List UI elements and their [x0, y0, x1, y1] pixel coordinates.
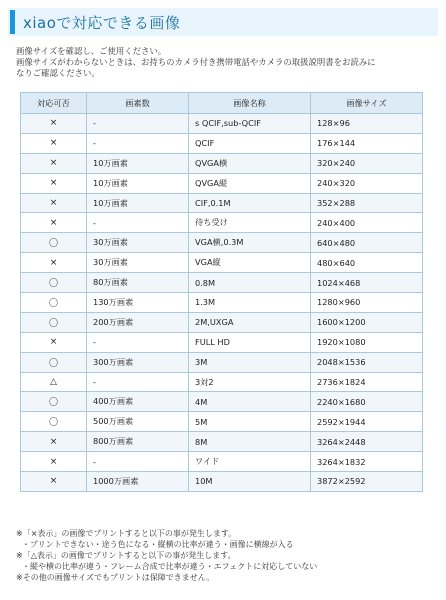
table-row	[21, 273, 423, 293]
image-name-cell: s QCIF,sub-QCIF	[189, 114, 311, 134]
column-header-pixels: 画素数	[87, 93, 189, 114]
pixel-count-cell: -	[87, 133, 189, 153]
support-cell: ×	[21, 153, 87, 173]
intro-text	[16, 46, 436, 80]
image-size-cell: 1920×1080	[311, 332, 423, 352]
note-line: ・プリントできない・途う色になる・縦横の比率が違う・画像に横線が入る	[22, 540, 294, 549]
image-size-cell: 320×240	[311, 153, 423, 173]
pixel-count-cell: -	[87, 452, 189, 472]
pixel-count-cell: -	[87, 213, 189, 233]
page-title: xiaoで対応できる画像	[23, 13, 181, 32]
image-name-cell: 待ち受け	[189, 213, 311, 233]
pixel-count-cell: 1000万画素	[87, 472, 189, 492]
support-cell: △	[21, 372, 87, 392]
image-name-cell: VGA横,0.3M	[189, 233, 311, 253]
pixel-count-cell: -	[87, 372, 189, 392]
image-name-cell: 2M,UXGA	[189, 312, 311, 332]
note-line: ※「△表示」の画像でプリントすると以下の事が発生します。	[16, 551, 236, 560]
image-name-cell: 8M	[189, 432, 311, 452]
intro-line: 画像サイズがわからないときは、お持ちのカメラ付き携帯電話やカメラの取扱説明書をお読みに	[16, 57, 376, 68]
pixel-count-cell: -	[87, 114, 189, 134]
table-body	[21, 114, 423, 492]
pixel-count-cell: 800万画素	[87, 432, 189, 452]
note-line: ・縦や横の比率が違う・フレーム合成で比率が違う・エフェクトに対応していない	[22, 562, 318, 571]
image-size-cell: 3264×1832	[311, 452, 423, 472]
image-name-cell: 4M	[189, 392, 311, 412]
support-cell: ×	[21, 114, 87, 134]
table-row	[21, 332, 423, 352]
image-name-cell: VGA縦	[189, 253, 311, 273]
image-size-cell: 128×96	[311, 114, 423, 134]
notes	[16, 528, 440, 583]
pixel-count-cell: 130万画素	[87, 293, 189, 313]
table-row	[21, 372, 423, 392]
column-header-size: 画像サイズ	[311, 93, 423, 114]
pixel-count-cell: 200万画素	[87, 312, 189, 332]
pixel-count-cell: 10万画素	[87, 153, 189, 173]
image-size-cell: 2240×1680	[311, 392, 423, 412]
image-size-cell: 2736×1824	[311, 372, 423, 392]
image-name-cell: CIF,0.1M	[189, 193, 311, 213]
image-name-cell: FULL HD	[189, 332, 311, 352]
image-size-cell: 1600×1200	[311, 312, 423, 332]
image-size-cell: 176×144	[311, 133, 423, 153]
table-row	[21, 293, 423, 313]
support-cell: 〇	[21, 233, 87, 253]
column-header-support: 対応可否	[21, 93, 87, 114]
support-cell: ×	[21, 452, 87, 472]
image-name-cell: 0.8M	[189, 273, 311, 293]
table-row	[21, 133, 423, 153]
image-size-cell: 240×320	[311, 173, 423, 193]
table-row	[21, 213, 423, 233]
image-size-cell: 2592×1944	[311, 412, 423, 432]
table-header-row	[21, 93, 423, 114]
pixel-count-cell: 30万画素	[87, 233, 189, 253]
image-name-cell: ワイド	[189, 452, 311, 472]
pixel-count-cell: 400万画素	[87, 392, 189, 412]
pixel-count-cell: 500万画素	[87, 412, 189, 432]
image-size-cell: 3264×2448	[311, 432, 423, 452]
pixel-count-cell: -	[87, 332, 189, 352]
image-size-cell: 3872×2592	[311, 472, 423, 492]
pixel-count-cell: 30万画素	[87, 253, 189, 273]
image-name-cell: 1.3M	[189, 293, 311, 313]
image-name-cell: 10M	[189, 472, 311, 492]
pixel-count-cell: 10万画素	[87, 173, 189, 193]
image-name-cell: QCIF	[189, 133, 311, 153]
table-row	[21, 312, 423, 332]
intro-line: なりご確認ください。	[16, 68, 100, 79]
table-row	[21, 114, 423, 134]
pixel-count-cell: 300万画素	[87, 352, 189, 372]
pixel-count-cell: 10万画素	[87, 193, 189, 213]
image-name-cell: QVGA縦	[189, 173, 311, 193]
column-header-name: 画像名称	[189, 93, 311, 114]
support-cell: ×	[21, 213, 87, 233]
table-row	[21, 153, 423, 173]
table-row	[21, 173, 423, 193]
image-name-cell: QVGA横	[189, 153, 311, 173]
image-size-cell: 2048×1536	[311, 352, 423, 372]
support-cell: ×	[21, 472, 87, 492]
support-cell: ×	[21, 193, 87, 213]
image-name-cell: 5M	[189, 412, 311, 432]
support-cell: 〇	[21, 392, 87, 412]
table-row	[21, 392, 423, 412]
pixel-count-cell: 80万画素	[87, 273, 189, 293]
support-cell: 〇	[21, 273, 87, 293]
support-cell: 〇	[21, 352, 87, 372]
intro-line: 画像サイズを確認し、ご使用ください。	[16, 46, 167, 56]
table-row	[21, 193, 423, 213]
support-cell: 〇	[21, 293, 87, 313]
table-row	[21, 412, 423, 432]
image-size-cell: 1280×960	[311, 293, 423, 313]
table-row	[21, 233, 423, 253]
table-row	[21, 253, 423, 273]
table-row	[21, 452, 423, 472]
image-name-cell: 3M	[189, 352, 311, 372]
support-cell: 〇	[21, 412, 87, 432]
support-cell: ×	[21, 133, 87, 153]
support-cell: ×	[21, 253, 87, 273]
note-line: ※その他の画像サイズでもプリントは保障できません。	[16, 573, 215, 582]
header-accent-bar	[10, 10, 15, 34]
support-cell: 〇	[21, 312, 87, 332]
image-size-table	[20, 92, 423, 492]
note-line: ※「×表示」の画像でプリントすると以下の事が発生します。	[16, 529, 237, 538]
support-cell: ×	[21, 432, 87, 452]
image-size-cell: 480×640	[311, 253, 423, 273]
support-cell: ×	[21, 332, 87, 352]
image-name-cell: 3対2	[189, 372, 311, 392]
table-row	[21, 432, 423, 452]
image-size-cell: 640×480	[311, 233, 423, 253]
image-size-cell: 352×288	[311, 193, 423, 213]
section-header	[8, 8, 438, 36]
image-size-cell: 240×400	[311, 213, 423, 233]
table-row	[21, 472, 423, 492]
image-size-cell: 1024×468	[311, 273, 423, 293]
support-cell: ×	[21, 173, 87, 193]
table-row	[21, 352, 423, 372]
